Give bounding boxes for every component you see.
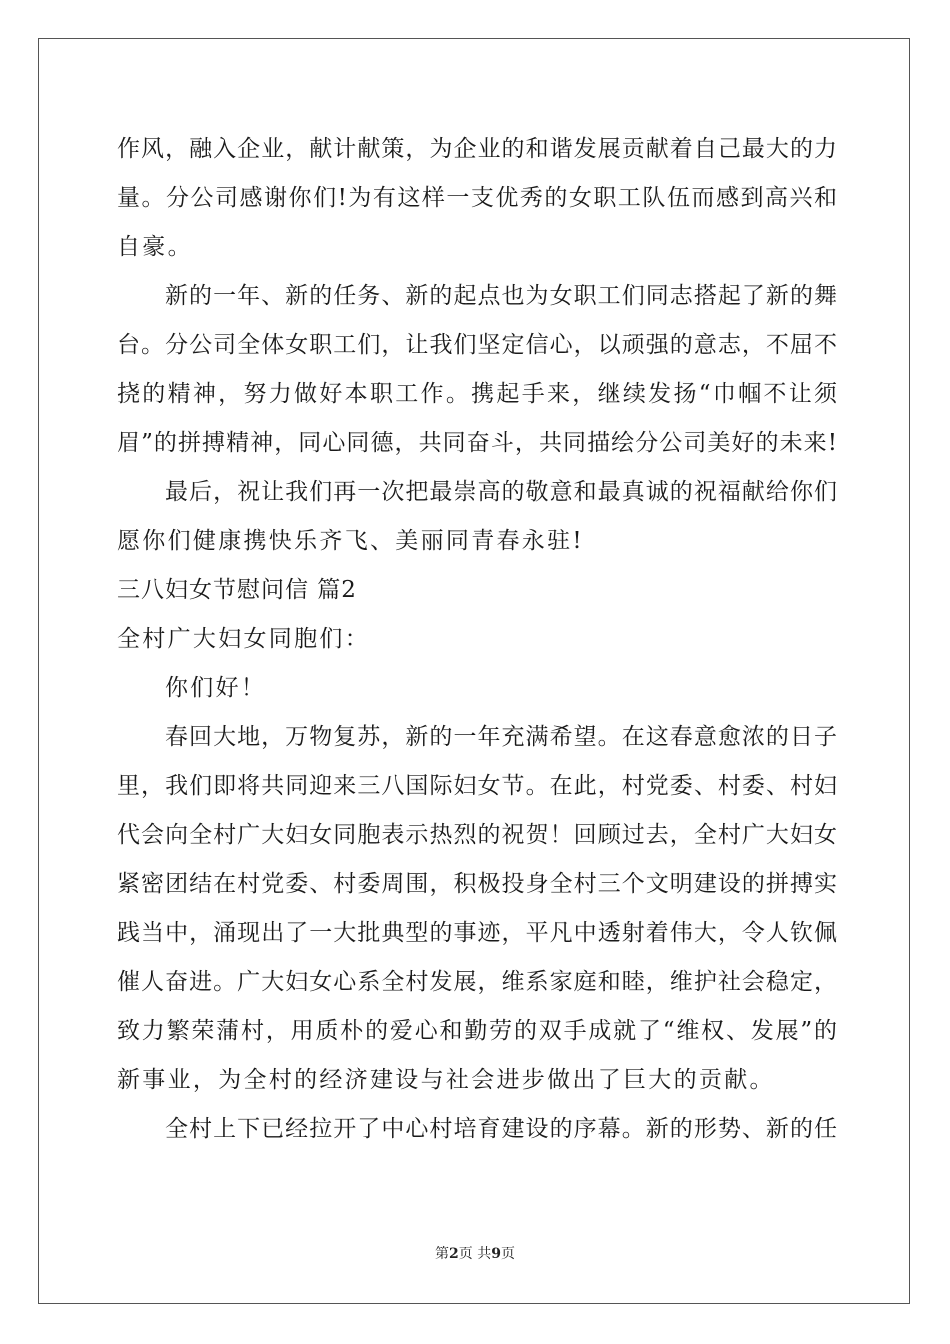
text-line: 致力繁荣蒲村，用质朴的爱心和勤劳的双手成就了“维权、发展”的 bbox=[117, 1018, 837, 1044]
paragraph-start-line: 春回大地，万物复苏，新的一年充满希望。在这春意愈浓的日子 bbox=[165, 724, 837, 750]
footer-suffix: 页 bbox=[500, 1246, 515, 1262]
text-line: 催人奋进。广大妇女心系全村发展，维系家庭和睦，维护社会稳定， bbox=[117, 969, 837, 995]
document-body bbox=[117, 125, 837, 1154]
footer-prefix: 第 bbox=[435, 1246, 450, 1262]
paragraph-start-line: 全村上下已经拉开了中心村培育建设的序幕。新的形势、新的任 bbox=[165, 1116, 837, 1142]
text-line: 量。分公司感谢你们!为有这样一支优秀的女职工队伍而感到高兴和 bbox=[117, 185, 837, 211]
text-line: 挠的精神，努力做好本职工作。携起手来，继续发扬“巾帼不让须 bbox=[117, 381, 837, 407]
text-line: 眉”的拼搏精神，同心同德，共同奋斗，共同描绘分公司美好的未来! bbox=[117, 430, 837, 456]
text-line: 作风，融入企业，献计献策，为企业的和谐发展贡献着自己最大的力 bbox=[117, 136, 837, 162]
text-line: 代会向全村广大妇女同胞表示热烈的祝贺！回顾过去，全村广大妇女 bbox=[117, 822, 837, 848]
text-line: 践当中，涌现出了一大批典型的事迹，平凡中透射着伟大，令人钦佩 bbox=[117, 920, 837, 946]
text-line: 紧密团结在村党委、村委周围，积极投身全村三个文明建设的拼搏实 bbox=[117, 871, 837, 897]
text-line: 里，我们即将共同迎来三八国际妇女节。在此，村党委、村委、村妇 bbox=[117, 773, 837, 799]
page-number: 2 bbox=[449, 1246, 459, 1262]
text-line: 新事业，为全村的经济建设与社会进步做出了巨大的贡献。 bbox=[117, 1067, 775, 1093]
text-line: 台。分公司全体女职工们，让我们坚定信心，以顽强的意志，不屈不 bbox=[117, 332, 837, 358]
total-pages: 9 bbox=[491, 1246, 501, 1262]
greeting: 你们好！ bbox=[165, 675, 267, 701]
salutation: 全村广大妇女同胞们： bbox=[117, 626, 370, 652]
text-line: 愿你们健康携快乐齐飞、美丽同青春永驻! bbox=[117, 528, 584, 554]
footer-mid: 页 共 bbox=[458, 1246, 492, 1262]
paragraph-start-line: 新的一年、新的任务、新的起点也为女职工们同志搭起了新的舞 bbox=[165, 283, 837, 309]
page-footer bbox=[0, 1243, 950, 1263]
text-line: 自豪。 bbox=[117, 234, 193, 260]
paragraph-start-line: 最后，祝让我们再一次把最崇高的敬意和最真诚的祝福献给你们 bbox=[165, 479, 837, 505]
section-heading: 三八妇女节慰问信 篇2 bbox=[117, 577, 357, 603]
